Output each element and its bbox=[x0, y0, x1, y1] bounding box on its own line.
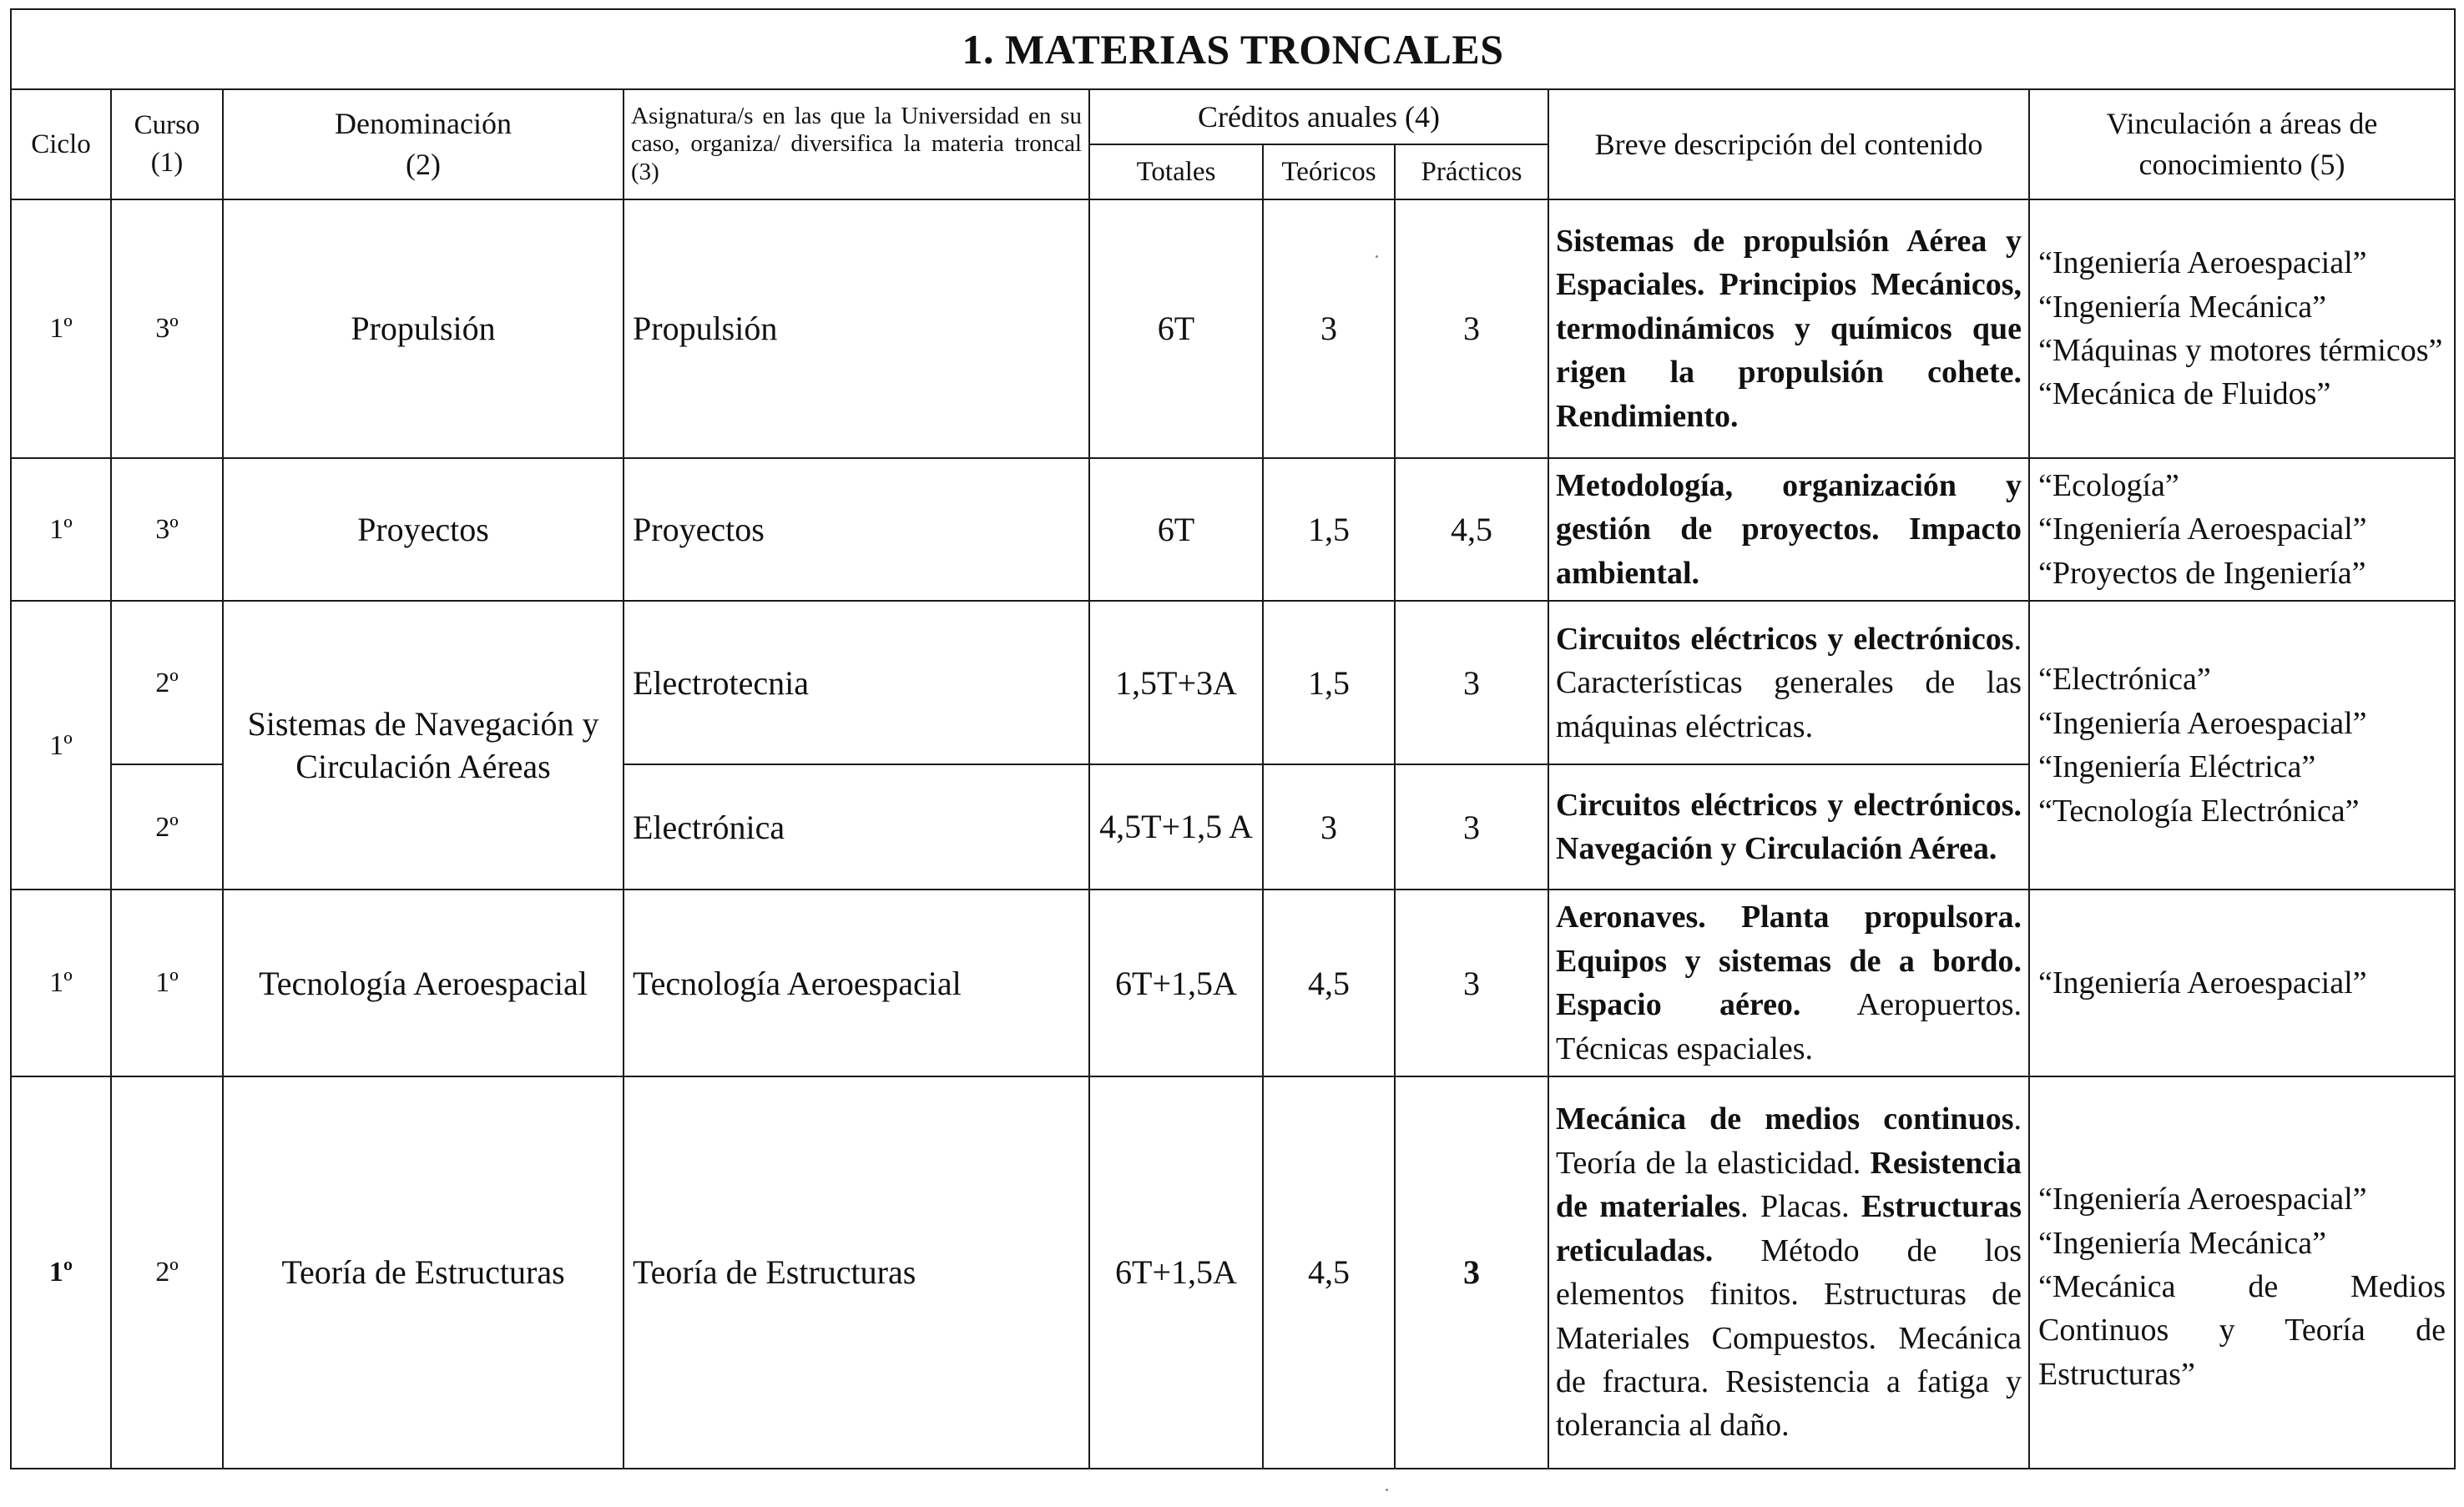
descripcion-bold: Metodología, organización y gestión de proyectos. Impacto ambiental. bbox=[1556, 468, 2022, 591]
asignatura-cell: Electrónica bbox=[624, 764, 1089, 890]
area-item: “Ingeniería Aeroespacial” bbox=[2038, 1182, 2367, 1217]
totales-cell: 4,5T+1,5 A bbox=[1089, 764, 1263, 890]
header-creditos: Créditos anuales (4) bbox=[1089, 89, 1548, 144]
asignatura-cell: Teoría de Estructuras bbox=[624, 1076, 1089, 1469]
asignatura-cell: Tecnología Aeroespacial bbox=[624, 890, 1089, 1076]
area-item: “Máquinas y motores térmicos” bbox=[2038, 333, 2443, 368]
header-curso bbox=[111, 89, 223, 199]
totales-cell: 1,5T+3A bbox=[1089, 601, 1263, 764]
ciclo-cell: 1º bbox=[11, 199, 111, 458]
area-item: “Ingeniería Eléctrica” bbox=[2038, 749, 2316, 785]
area-item: “Ingeniería Aeroespacial” bbox=[2038, 705, 2367, 741]
curso-cell: 3º bbox=[111, 458, 223, 601]
practicos-cell: 3 bbox=[1395, 1076, 1548, 1469]
totales-cell: 6T+1,5A bbox=[1089, 890, 1263, 1076]
header-totales: Totales bbox=[1089, 144, 1263, 199]
descripcion-cell bbox=[1548, 601, 2029, 764]
header-denominacion-note: (2) bbox=[406, 148, 441, 181]
practicos-cell: 3 bbox=[1395, 764, 1548, 890]
asignatura-cell: Propulsión bbox=[624, 199, 1089, 458]
vinculacion-cell bbox=[2029, 199, 2455, 458]
denominacion-cell: Proyectos bbox=[223, 458, 624, 601]
descripcion-cell bbox=[1548, 890, 2029, 1076]
table-row bbox=[11, 458, 2455, 601]
header-practicos: Prácticos bbox=[1395, 144, 1548, 199]
descripcion-text: . Teoría de la elasticidad. bbox=[1556, 1101, 2022, 1181]
curso-cell: 2º bbox=[111, 1076, 223, 1469]
vinculacion-cell bbox=[2029, 601, 2455, 890]
descripcion-bold: Mecánica de medios continuos bbox=[1556, 1101, 2014, 1137]
descripcion-bold: Resistencia de materiales bbox=[1556, 1145, 2022, 1225]
teoricos-cell: 1,5 bbox=[1263, 601, 1395, 764]
table-title: 1. MATERIAS TRONCALES bbox=[11, 9, 2455, 89]
area-item: “Ingeniería Aeroespacial” bbox=[2038, 245, 2367, 281]
denominacion-cell: Sistemas de Navegación y Circulación Aéreas bbox=[223, 601, 624, 890]
ciclo-cell: 1º bbox=[11, 890, 111, 1076]
asignatura-cell: Electrotecnia bbox=[624, 601, 1089, 764]
table-row bbox=[11, 601, 2455, 764]
descripcion-text: . Características generales de las máquinas eléctricas. bbox=[1556, 621, 2022, 744]
vinculacion-cell bbox=[2029, 1076, 2455, 1469]
curso-cell: 3º bbox=[111, 199, 223, 458]
descripcion-bold: Sistemas de propulsión Aérea y Espaciales. Principios Mecánicos, termodinámicos y químicos que rigen la propulsión cohete. Rendimiento. bbox=[1556, 223, 2022, 434]
table-row bbox=[11, 199, 2455, 458]
totales-cell: 6T bbox=[1089, 199, 1263, 458]
header-denominacion bbox=[223, 89, 624, 199]
teoricos-cell: 4,5 bbox=[1263, 890, 1395, 1076]
header-descripcion: Breve descripción del contenido bbox=[1548, 89, 2029, 199]
header-asignatura: Asignatura/s en las que la Universidad en su caso, organiza/ diversifica la materia troncal (3) bbox=[624, 89, 1089, 199]
descripcion-bold: Circuitos eléctricos y electrónicos bbox=[1556, 621, 2014, 657]
header-curso-note: (1) bbox=[150, 148, 184, 178]
ciclo-cell: 1º bbox=[11, 601, 111, 890]
curso-cell: 2º bbox=[111, 601, 223, 764]
header-teoricos: Teóricos bbox=[1263, 144, 1395, 199]
descripcion-bold: Estructuras reticuladas. bbox=[1556, 1189, 2022, 1268]
header-ciclo: Ciclo bbox=[11, 89, 111, 199]
descripcion-bold: Aeronaves. Planta propulsora. Equipos y sistemas de a bordo. Espacio aéreo. bbox=[1556, 900, 2022, 1023]
descripcion-cell bbox=[1548, 1076, 2029, 1469]
materias-troncales-table bbox=[10, 8, 2456, 1469]
header-curso-label: Curso bbox=[134, 110, 200, 141]
practicos-cell: 3 bbox=[1395, 890, 1548, 1076]
scan-speck bbox=[1376, 255, 1378, 258]
document-page bbox=[10, 8, 2454, 1469]
area-item: “Mecánica de Fluidos” bbox=[2038, 376, 2331, 412]
descripcion-cell bbox=[1548, 199, 2029, 458]
vinculacion-cell bbox=[2029, 458, 2455, 601]
vinculacion-cell bbox=[2029, 890, 2455, 1076]
scan-speck bbox=[1386, 1489, 1388, 1491]
descripcion-cell bbox=[1548, 764, 2029, 890]
area-item: “Mecánica de Medios Continuos y Teoría de Estructuras” bbox=[2038, 1268, 2446, 1392]
descripcion-bold: Circuitos eléctricos y electrónicos. Navegación y Circulación Aérea. bbox=[1556, 787, 2022, 867]
area-item: “Ecología” bbox=[2038, 468, 2179, 503]
totales-cell: 6T bbox=[1089, 458, 1263, 601]
descripcion-text: Aeropuertos. Técnicas espaciales. bbox=[1556, 987, 2022, 1066]
header-vinculacion: Vinculación a áreas de conocimiento (5) bbox=[2029, 89, 2455, 199]
area-item: “Proyectos de Ingeniería” bbox=[2038, 555, 2366, 591]
table-row bbox=[11, 1076, 2455, 1469]
teoricos-cell: 3 bbox=[1263, 764, 1395, 890]
area-item: “Electrónica” bbox=[2038, 662, 2211, 698]
practicos-cell: 3 bbox=[1395, 601, 1548, 764]
denominacion-cell: Teoría de Estructuras bbox=[223, 1076, 624, 1469]
ciclo-cell: 1º bbox=[11, 458, 111, 601]
denominacion-cell: Tecnología Aeroespacial bbox=[223, 890, 624, 1076]
practicos-cell: 4,5 bbox=[1395, 458, 1548, 601]
teoricos-cell: 3 bbox=[1263, 199, 1395, 458]
title-row bbox=[11, 9, 2455, 89]
descripcion-text: . Placas. bbox=[1740, 1189, 1861, 1225]
descripcion-cell bbox=[1548, 458, 2029, 601]
table-row bbox=[11, 890, 2455, 1076]
totales-cell: 6T+1,5A bbox=[1089, 1076, 1263, 1469]
asignatura-cell: Proyectos bbox=[624, 458, 1089, 601]
curso-cell: 2º bbox=[111, 764, 223, 890]
teoricos-cell: 4,5 bbox=[1263, 1076, 1395, 1469]
header-row bbox=[11, 89, 2455, 144]
area-item: “Ingeniería Aeroespacial” bbox=[2038, 512, 2367, 547]
area-item: “Ingeniería Aeroespacial” bbox=[2038, 965, 2367, 1000]
denominacion-cell: Propulsión bbox=[223, 199, 624, 458]
teoricos-cell: 1,5 bbox=[1263, 458, 1395, 601]
practicos-cell: 3 bbox=[1395, 199, 1548, 458]
area-item: “Tecnología Electrónica” bbox=[2038, 793, 2360, 829]
area-item: “Ingeniería Mecánica” bbox=[2038, 289, 2326, 325]
header-denominacion-label: Denominación bbox=[335, 107, 512, 141]
descripcion-text: Método de los elementos finitos. Estructuras de Materiales Compuestos. Mecánica de fractura. Resistencia a fatiga y tolerancia al daño. bbox=[1556, 1232, 2022, 1444]
curso-cell: 1º bbox=[111, 890, 223, 1076]
ciclo-cell: 1º bbox=[11, 1076, 111, 1469]
area-item: “Ingeniería Mecánica” bbox=[2038, 1225, 2326, 1261]
